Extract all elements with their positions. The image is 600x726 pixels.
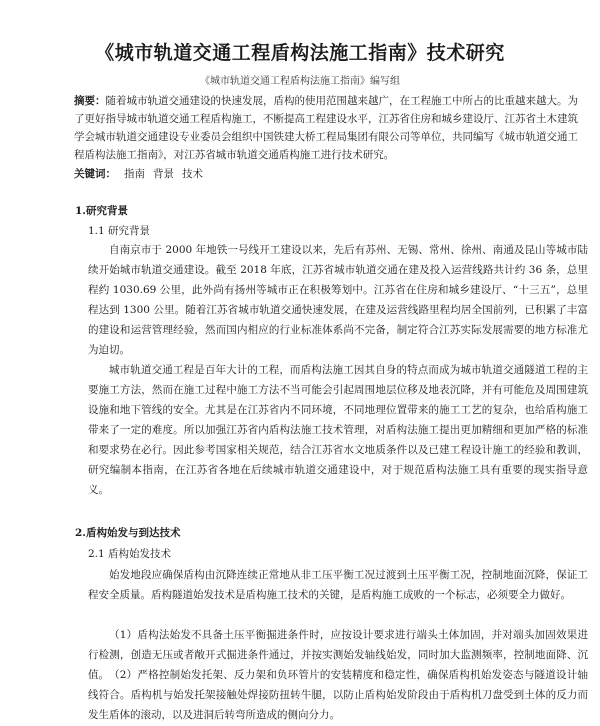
section-heading-1: 1.研究背景 [75,205,128,217]
document-subtitle: 《城市轨道交通工程盾构法施工指南》编写组 [200,76,400,87]
paragraph-4: （1）盾构法始发不具备土压平衡掘进条件时，应按设计要求进行端头土体加固，并对端头加固效果进行检测，创造无压或者敞开式掘进条件通过，并按实测始发轴线始发，同时加大监测频率，控制地面降、沉值。 [88,629,588,681]
abstract [74,92,586,164]
abstract-text: 随着城市轨道交通建设的快速发展，盾构的使用范围越来越广，在工程施工中所占的比重越来越大。为了更好指导城市轨道交通工程盾构施工，不断提高工程建设水平，江苏省住房和城乡建设厅、江苏省土木建筑学会城市轨道交通建设专业委员会组织中国铁建大桥工程局集团有限公司等单位，共同编写《城市轨道交通工程盾构法施工指南》，对江苏省城市轨道交通盾构施工进行技术研究。 [74,95,578,161]
document-title: 《城市轨道交通工程盾构法施工指南》技术研究 [95,42,505,64]
paragraph-5: （2）严格控制始发托架、反力架和负环管片的安装精度和稳定性，确保盾构机始发姿态与隧道设计轴线符合。盾构机与始发托架接触处焊接防扭转牛腿，以防止盾构始发阶段由于盾构机刀盘受到土体的反力而发生盾体的滚动，以及进洞后转弯所造成的侧向分力。 [88,669,588,721]
keyword: 指南 [124,168,145,180]
subsection-heading-2-1: 2.1 盾构始发技术 [88,548,172,560]
keywords [74,166,203,181]
paragraph-3: 始发地段应确保盾构由沉降连续正常地从非工压平衡工况过渡到土压平衡工况，控制地面沉降，保证工程安全质量。盾构隧道始发技术是盾构施工技术的关键，是盾构施工成败的一个标志，必须要全力做好。 [88,569,588,601]
paragraph-1: 自南京市于 2000 年地铁一号线开工建设以来，先后有苏州、无锡、常州、徐州、南通及昆山等城市陆续开始城市轨道交通建设。截至 2018 年底，江苏省城市轨道交通在建及投入运营线路共计约 36 条，总里程约 1030.69 公里，此外尚有扬州等城市正在积极筹划中。江苏省在住房和城乡建设厅、“十三五”，总里程达到 1300 公里。随着江苏省城市轨道交通快速发展，在建及运营线路里程均居全国前列，已积累了丰富的建设和运营管理经验，然而国内相应的行业标准体系尚不完备，制定符合江苏实际发展需要的地方标准尤为迫切。 [88,244,588,356]
keyword: 技术 [182,168,203,180]
subsection-heading-1-1: 1.1 研究背景 [88,225,151,237]
keyword: 背景 [153,168,174,180]
keywords-label: 关键词： [74,168,116,180]
abstract-label: 摘要： [74,95,106,107]
section-heading-2: 2.盾构始发与到达技术 [75,527,181,539]
paragraph-2: 城市轨道交通工程是百年大计的工程，而盾构法施工因其自身的特点而成为城市轨道交通隧道工程的主要施工方法，然而在施工过程中施工方法不当可能会引起周围地层位移及地表沉降，并有可能危及周围建筑设施和地下管线的安全。尤其是在江苏省内不同环境，不同地理位置带来的施工工艺的复杂，也给盾构施工带来了一定的难度。所以加强江苏省内盾构法施工技术管理，对盾构法施工提出更加精细和更加严格的标准和要求势在必行。因此参考国家相关规范，结合江苏省水文地质条件以及已建工程设计施工的经验和教训，研究编制本指南，在江苏省各地在后续城市轨道交通建设中，对于规范盾构法施工具有重要的现实指导意义。 [88,364,588,496]
